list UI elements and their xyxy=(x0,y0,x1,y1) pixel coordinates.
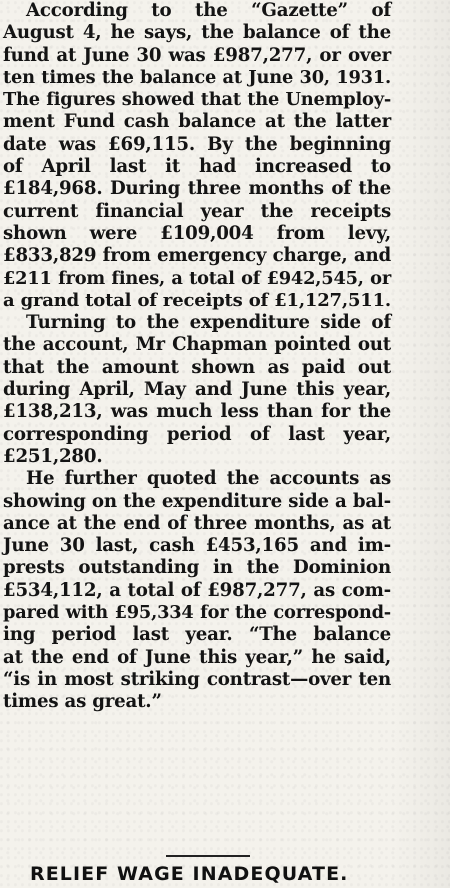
text-line: £184,968. During three months of the xyxy=(3,178,391,200)
text-line: fund at June 30 was £987,277, or over xyxy=(3,44,391,66)
text-line: a grand total of receipts of £1,127,511. xyxy=(3,289,391,311)
article-body xyxy=(3,0,391,714)
text-line: He further quoted the accounts as xyxy=(26,468,391,490)
text-line: prests outstanding in the Dominion xyxy=(3,557,391,579)
text-line: August 4, he says, the balance of the xyxy=(3,22,391,44)
text-line: of April last it had increased to xyxy=(3,156,391,178)
text-line: the account, Mr Chapman pointed out xyxy=(3,334,391,356)
text-line: ance at the end of three months, as at xyxy=(3,512,391,534)
text-line: £138,213, was much less than for the xyxy=(3,401,391,423)
paragraph-gazette-balance xyxy=(3,0,391,312)
adjacent-column-edge xyxy=(392,0,450,888)
text-line: times as great.” xyxy=(3,691,162,713)
section-heading: RELIEF WAGE INADEQUATE. xyxy=(30,863,349,885)
text-line: during April, May and June this year, xyxy=(3,379,391,401)
text-line: pared with £95,334 for the correspond- xyxy=(3,602,391,624)
text-line: ten times the balance at June 30, 1931. xyxy=(3,66,391,88)
text-line: According to the “Gazette” of xyxy=(26,0,391,21)
text-line: date was £69,115. By the beginning xyxy=(3,133,391,155)
text-line: that the amount shown as paid out xyxy=(3,356,391,378)
text-line: June 30 last, cash £453,165 and im- xyxy=(3,535,391,557)
paragraph-accounts xyxy=(3,468,391,713)
text-line: showing on the expenditure side a bal- xyxy=(3,490,391,512)
text-line: Turning to the expenditure side of xyxy=(26,312,391,334)
text-line: “is in most striking contrast—over ten xyxy=(3,668,391,690)
paragraph-expenditure xyxy=(3,312,391,468)
text-line: The figures showed that the Unemploy- xyxy=(3,89,391,111)
section-divider xyxy=(166,855,250,857)
text-line: ment Fund cash balance at the latter xyxy=(3,111,391,133)
text-line: shown were £109,004 from levy, xyxy=(3,222,391,244)
text-line: £534,112, a total of £987,277, as com- xyxy=(3,579,391,601)
text-line: at the end of June this year,” he said, xyxy=(3,646,391,668)
text-line: £251,280. xyxy=(3,445,103,467)
text-line: corresponding period of last year, xyxy=(3,423,391,445)
text-line: current financial year the receipts xyxy=(3,200,391,222)
text-line: £211 from fines, a total of £942,545, or xyxy=(3,267,391,289)
text-line: ing period last year. “The balance xyxy=(3,624,391,646)
text-line: £833,829 from emergency charge, and xyxy=(3,245,391,267)
